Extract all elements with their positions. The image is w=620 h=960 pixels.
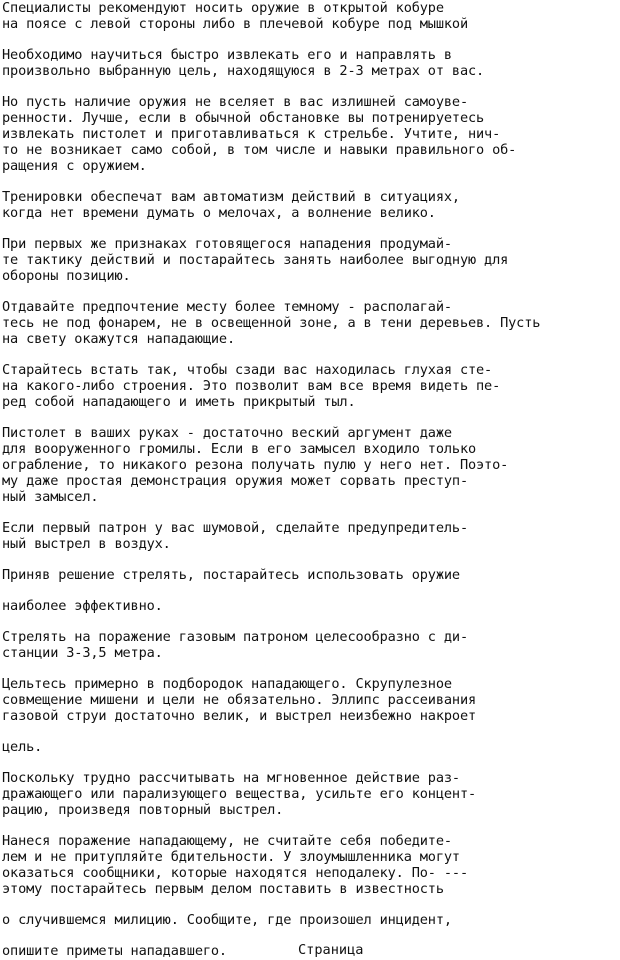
paragraph [2, 598, 618, 614]
paragraph-gap [2, 221, 618, 236]
text-line: цель. [2, 739, 43, 755]
paragraph [2, 362, 618, 410]
text-line: тесь не под фонарем, не в освещенной зоне, а в тени деревьев. Пусть [2, 315, 541, 331]
text-line: ный выстрел в воздух. [2, 536, 171, 552]
paragraph [2, 833, 618, 897]
text-line: произвольно выбранную цель, находящуюся в 2-3 метрах от вас. [2, 63, 485, 79]
paragraph-gap [2, 284, 618, 299]
paragraph [2, 47, 618, 79]
paragraph-gap [2, 174, 618, 189]
paragraph [2, 520, 618, 552]
paragraph [2, 189, 618, 221]
text-line: Необходимо научиться быстро извлекать его и направлять в [2, 47, 452, 63]
paragraph-gap [2, 583, 618, 598]
paragraph-gap [2, 410, 618, 425]
text-line: Цельтесь примерно в подбородок нападающего. Скрупулезное [2, 676, 452, 692]
paragraph-gap [2, 614, 618, 629]
document-text [2, 0, 618, 959]
text-line: оказаться сообщники, которые находятся неподалеку. По- --- [2, 865, 468, 881]
paragraph [2, 299, 618, 347]
text-line: Если первый патрон у вас шумовой, сделайте предупредитель- [2, 520, 468, 536]
text-line: лем и не притупляйте бдительности. У злоумышленника могут [2, 849, 460, 865]
paragraph [2, 94, 618, 174]
paragraph [2, 567, 618, 583]
text-line: на поясе с левой стороны либо в плечевой кобуре под мышкой [2, 16, 468, 32]
text-line: Приняв решение стрелять, постарайтесь использовать оружие [2, 567, 460, 583]
paragraph-gap [2, 755, 618, 770]
paragraph-gap [2, 347, 618, 362]
paragraph [2, 0, 618, 32]
text-line: Но пусть наличие оружия не вселяет в вас излишней самоуве- [2, 94, 468, 110]
text-line: извлекать пистолет и приготавливаться к стрельбе. Учтите, нич- [2, 126, 501, 142]
text-line: на свету окажутся нападающие. [2, 331, 235, 347]
text-line: Специалисты рекомендуют носить оружие в открытой кобуре [2, 0, 444, 16]
text-line: Пистолет в ваших руках - достаточно веский аргумент даже [2, 425, 452, 441]
text-line: Поскольку трудно рассчитывать на мгновенное действие раз- [2, 770, 460, 786]
text-line: Старайтесь встать так, чтобы сзади вас находилась глухая сте- [2, 362, 493, 378]
text-line: ред собой нападающего и иметь прикрытый тыл. [2, 394, 356, 410]
paragraph [2, 425, 618, 505]
paragraph-gap [2, 928, 618, 943]
text-line: на какого-либо строения. Это позволит вам все время видеть пе- [2, 378, 501, 394]
text-line: наиболее эффективно. [2, 598, 163, 614]
paragraph [2, 236, 618, 284]
paragraph [2, 770, 618, 818]
text-line: о случившемся милицию. Сообщите, где произошел инцидент, [2, 912, 452, 928]
text-line: для вооруженного громилы. Если в его замысел входило только [2, 441, 477, 457]
paragraph-gap [2, 79, 618, 94]
text-line: этому постарайтесь первым делом поставить в известность [2, 881, 444, 897]
text-line: дражающего или парализующего вещества, усильте его концент- [2, 786, 477, 802]
text-line: ренности. Лучше, если в обычной обстановке вы потренируетесь [2, 110, 485, 126]
paragraph [2, 912, 618, 928]
text-line: обороны позицию. [2, 268, 131, 284]
paragraph-gap [2, 897, 618, 912]
text-line: ращения с оружием. [2, 158, 147, 174]
text-line: опишите приметы нападавшего. [2, 943, 227, 959]
text-line: Стрелять на поражение газовым патроном целесообразно с ди- [2, 629, 468, 645]
paragraph-gap [2, 661, 618, 676]
text-line: те тактику действий и постарайтесь занять наиболее выгодную для [2, 252, 509, 268]
text-line: совмещение мишени и цели не обязательно. Эллипс рассеивания [2, 692, 477, 708]
paragraph-gap [2, 505, 618, 520]
text-line: Отдавайте предпочтение месту более темному - располагай- [2, 299, 452, 315]
text-line: Нанеся поражение нападающему, не считайте себя победите- [2, 833, 452, 849]
text-line: станции 3-3,5 метра. [2, 645, 163, 661]
text-line: ный замысел. [2, 489, 99, 505]
text-line: газовой струи достаточно велик, и выстрел неизбежно накроет [2, 708, 477, 724]
paragraph-gap [2, 818, 618, 833]
paragraph-gap [2, 32, 618, 47]
paragraph [2, 739, 618, 755]
text-line: то не возникает само собой, в том числе и навыки правильного об- [2, 142, 517, 158]
text-line: рацию, произведя повторный выстрел. [2, 802, 284, 818]
page-footer: Страница [298, 942, 364, 958]
paragraph-gap [2, 552, 618, 567]
text-line: му даже простая демонстрация оружия может сорвать преступ- [2, 473, 468, 489]
paragraph-gap [2, 724, 618, 739]
text-line: Тренировки обеспечат вам автоматизм действий в ситуациях, [2, 189, 460, 205]
text-line: При первых же признаках готовящегося нападения продумай- [2, 236, 452, 252]
text-line: когда нет времени думать о мелочах, а волнение велико. [2, 205, 436, 221]
text-line: ограбление, то никакого резона получать пулю у него нет. Поэто- [2, 457, 509, 473]
paragraph [2, 676, 618, 724]
paragraph [2, 629, 618, 661]
